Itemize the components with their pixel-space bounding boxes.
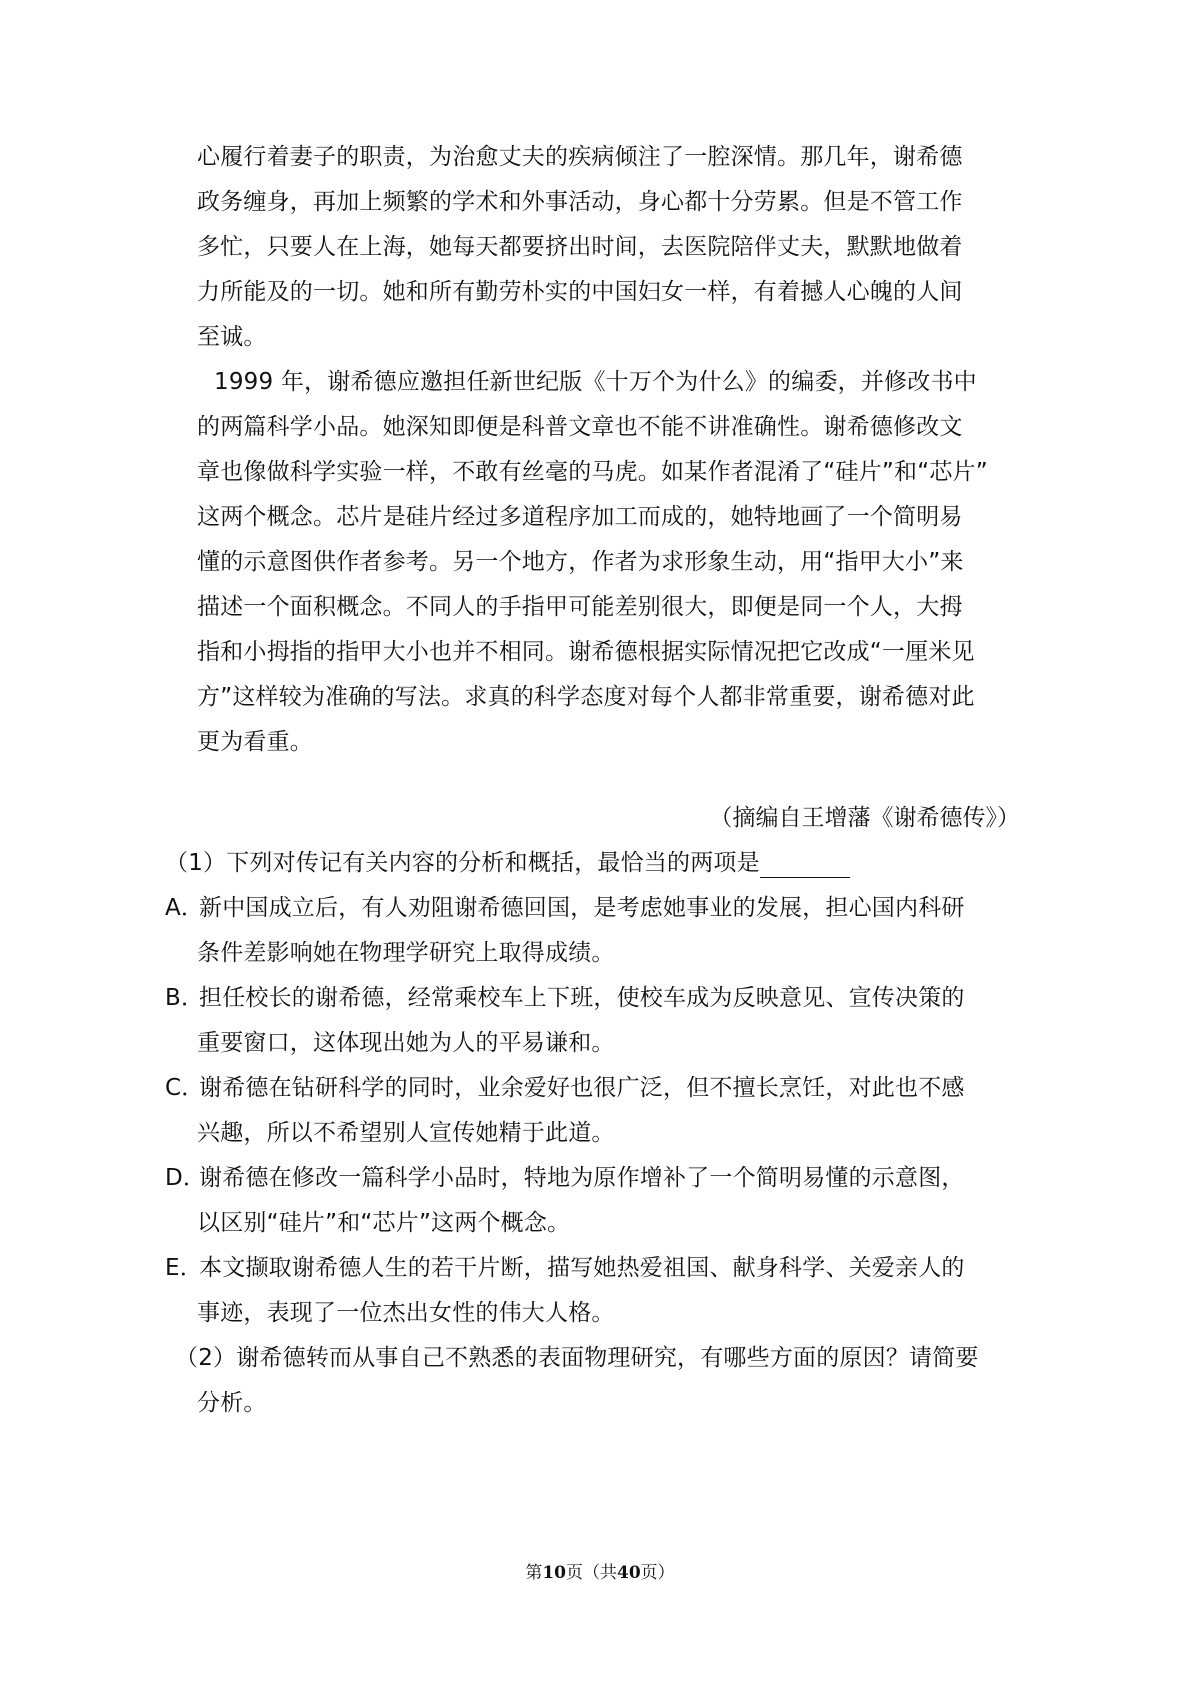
footer-suffix: 页） — [640, 1563, 675, 1583]
text-line: 多忙，只要人在上海，她每天都要挤出时间，去医院陪伴丈夫，默默地做着 — [197, 234, 963, 260]
option-e-line-2: 事迹，表现了一位杰出女性的伟大人格。 — [197, 1300, 615, 1326]
option-b-letter: B． — [165, 985, 205, 1011]
option-b-line-2: 重要窗口，这体现出她为人的平易谦和。 — [197, 1030, 615, 1056]
option-d-letter: D． — [165, 1165, 207, 1191]
option-b-line — [165, 983, 965, 1013]
option-c-line — [165, 1073, 965, 1103]
text-line: 章也像做科学实验一样，不敢有丝毫的马虎。如某作者混淆了“硅片”和“芯片” — [197, 459, 988, 485]
option-e-text: 本文撷取谢希德人生的若干片断，描写她热爱祖国、献身科学、关爱亲人的 — [199, 1255, 965, 1281]
total-pages: 40 — [617, 1563, 641, 1583]
text-line: 力所能及的一切。她和所有勤劳朴实的中国妇女一样，有着撼人心魄的人间 — [197, 279, 963, 305]
text-line: 的两篇科学小品。她深知即便是科普文章也不能不讲准确性。谢希德修改文 — [197, 414, 963, 440]
answer-blank — [760, 855, 850, 878]
page-number: 10 — [542, 1563, 566, 1583]
footer-prefix: 第 — [525, 1563, 543, 1583]
text-line: 描述一个面积概念。不同人的手指甲可能差别很大，即便是同一个人，大拇 — [197, 594, 963, 620]
text-line: 更为看重。 — [197, 729, 313, 755]
option-a-line-2: 条件差影响她在物理学研究上取得成绩。 — [197, 940, 615, 966]
question-2-line-2: 分析。 — [197, 1390, 267, 1416]
source-citation: （摘编自王增藩《谢希德传》） — [709, 805, 1020, 831]
option-c-text: 谢希德在钻研科学的同时，业余爱好也很广泛，但不擅长烹饪，对此也不感 — [199, 1075, 965, 1101]
question-2-line: （2）谢希德转而从事自己不熟悉的表面物理研究，有哪些方面的原因？请简要 — [175, 1345, 979, 1371]
question-1-text: （1）下列对传记有关内容的分析和概括，最恰当的两项是 — [165, 850, 760, 876]
option-a-letter: A． — [165, 895, 205, 921]
option-a-text: 新中国成立后，有人劝阻谢希德回国，是考虑她事业的发展，担心国内科研 — [199, 895, 965, 921]
option-d-line-2: 以区别“硅片”和“芯片”这两个概念。 — [197, 1210, 571, 1236]
question-1-prompt — [165, 848, 850, 878]
text-line: 至诚。 — [197, 324, 267, 350]
text-line: 指和小拇指的指甲大小也并不相同。谢希德根据实际情况把它改成“一厘米见 — [197, 639, 975, 665]
option-e-line — [165, 1253, 965, 1283]
option-c-line-2: 兴趣，所以不希望别人宣传她精于此道。 — [197, 1120, 615, 1146]
text-line: 方”这样较为准确的写法。求真的科学态度对每个人都非常重要，谢希德对此 — [197, 684, 975, 710]
page-footer — [0, 1562, 1200, 1584]
text-line: 心履行着妻子的职责，为治愈丈夫的疾病倾注了一腔深情。那几年，谢希德 — [197, 144, 963, 170]
text-line: 这两个概念。芯片是硅片经过多道程序加工而成的，她特地画了一个简明易 — [197, 504, 963, 530]
text-line: 政务缠身，再加上频繁的学术和外事活动，身心都十分劳累。但是不管工作 — [197, 189, 963, 215]
option-a-line — [165, 893, 965, 923]
text-line: 懂的示意图供作者参考。另一个地方，作者为求形象生动，用“指甲大小”来 — [197, 549, 964, 575]
footer-middle: 页（共 — [566, 1563, 617, 1583]
text-line: 1999 年，谢希德应邀担任新世纪版《十万个为什么》的编委，并修改书中 — [214, 369, 977, 395]
option-d-text: 谢希德在修改一篇科学小品时，特地为原作增补了一个简明易懂的示意图， — [199, 1165, 965, 1191]
option-c-letter: C． — [165, 1075, 205, 1101]
option-d-line — [165, 1163, 965, 1193]
option-e-letter: E． — [165, 1255, 203, 1281]
option-b-text: 担任校长的谢希德，经常乘校车上下班，使校车成为反映意见、宣传决策的 — [199, 985, 965, 1011]
